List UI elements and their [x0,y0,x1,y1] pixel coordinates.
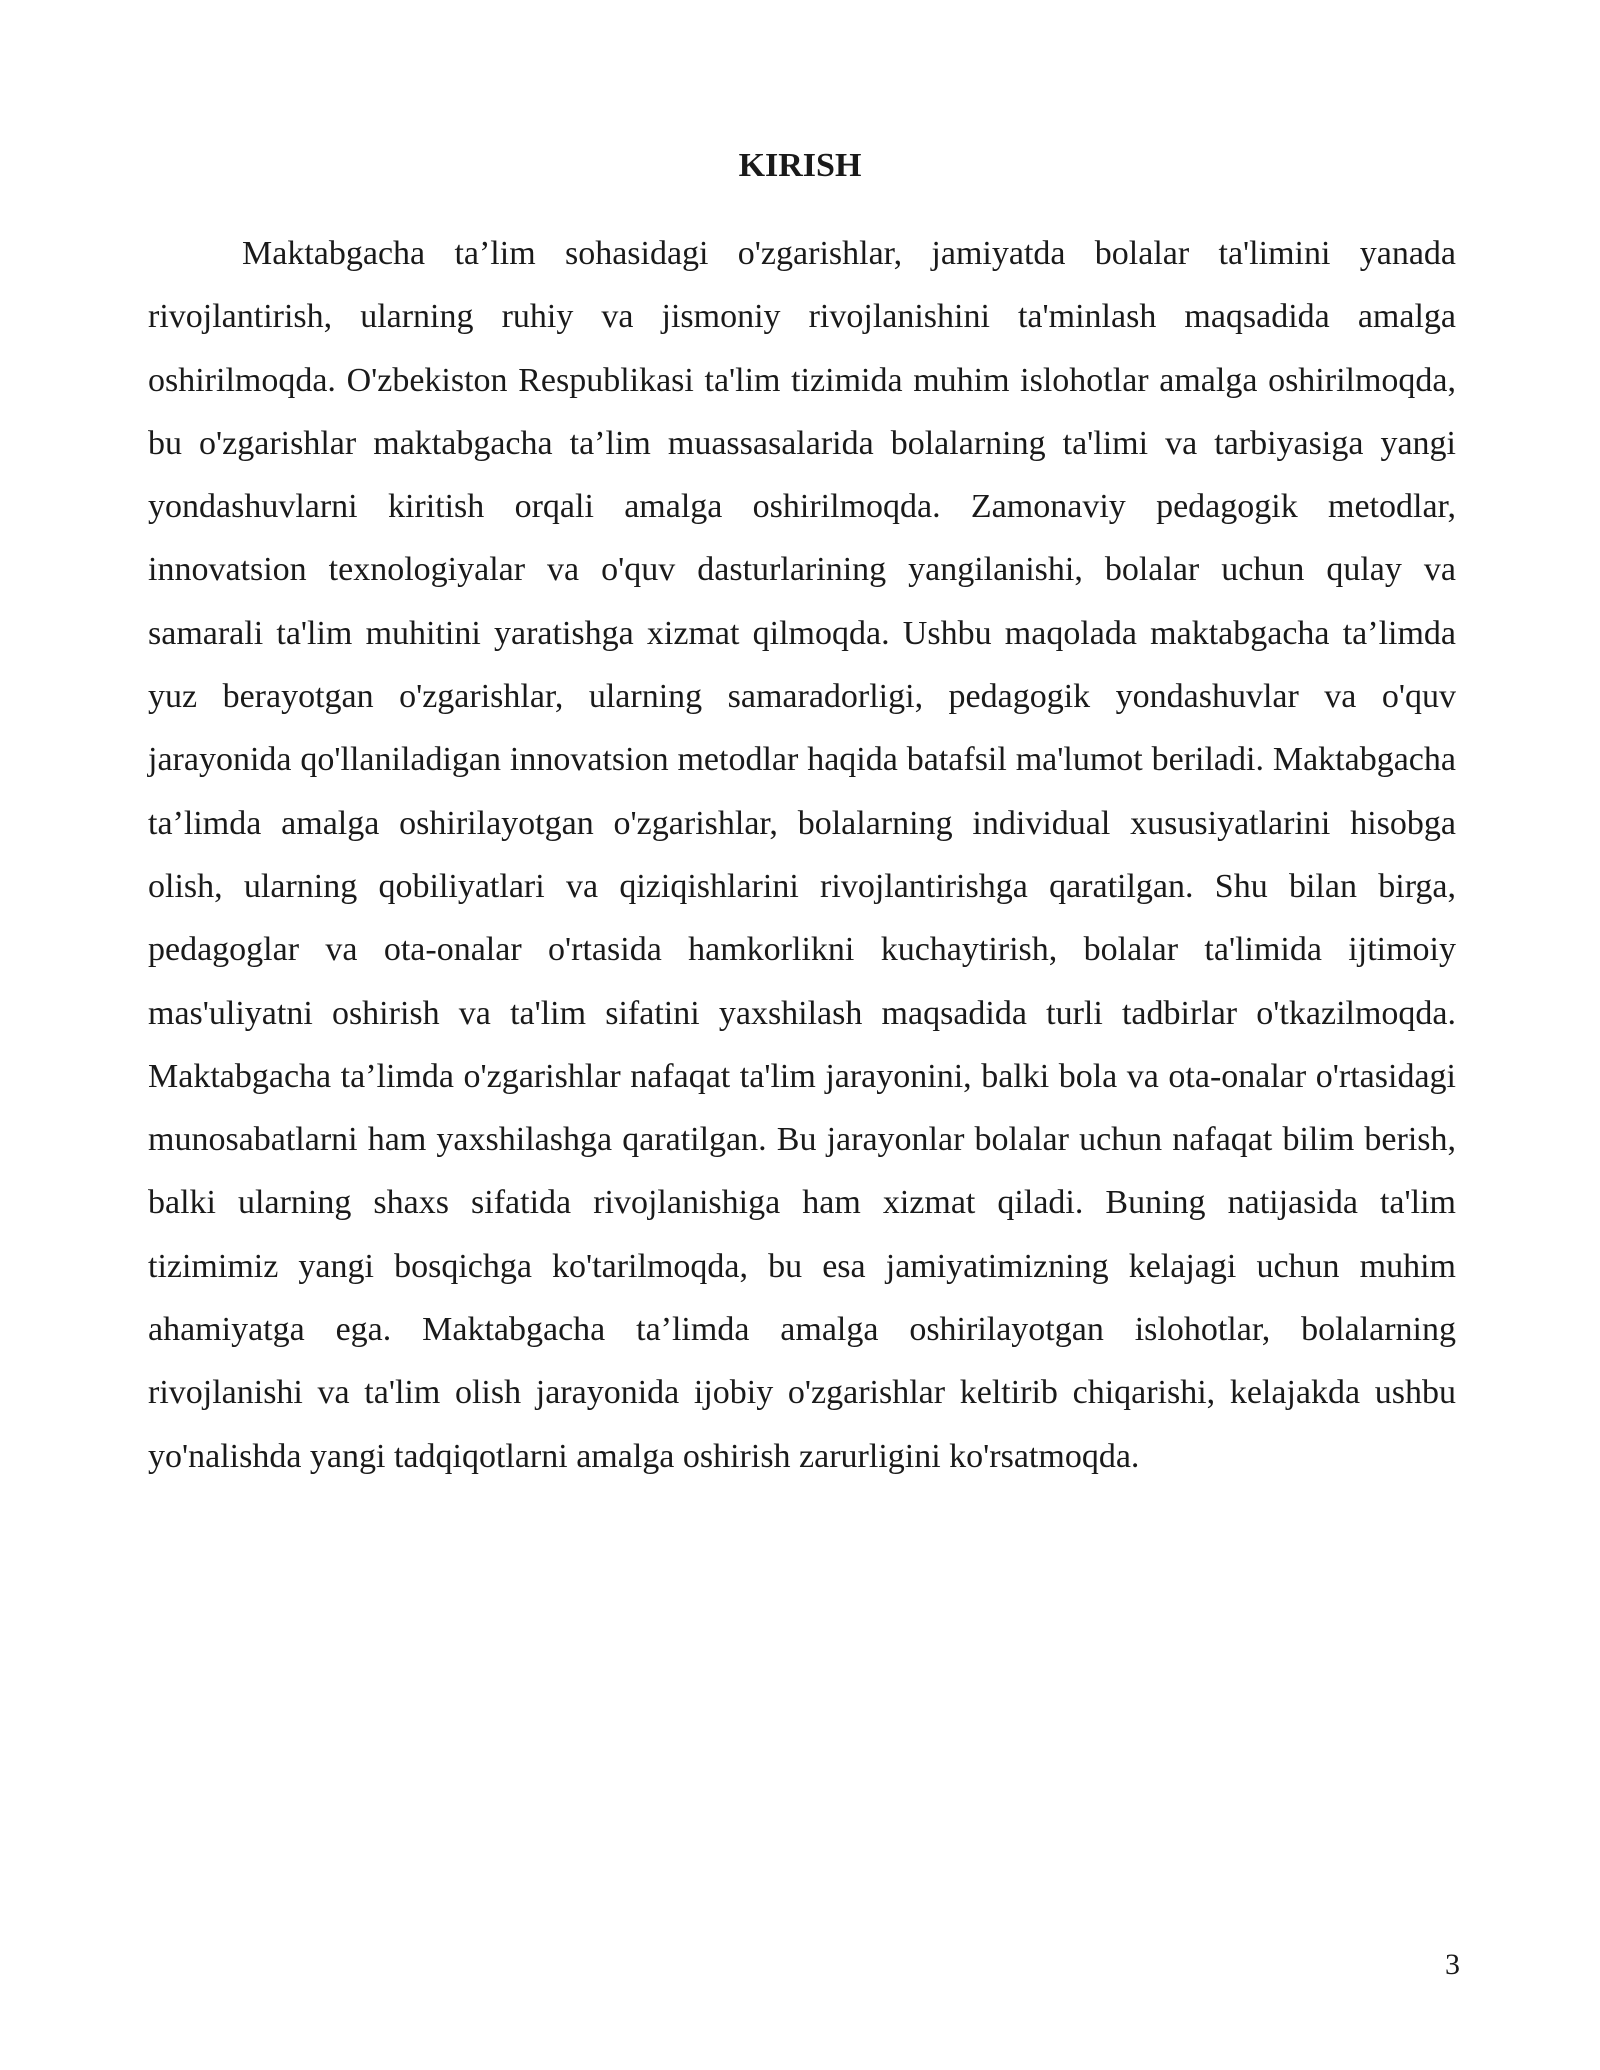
body-paragraph: Maktabgacha ta’lim sohasidagi o'zgarishlar, jamiyatda bolalar ta'limini yanada rivojlantirish, ularning ruhiy va jismoniy rivojlanishini ta'minlash maqsadida amalga oshirilmoqda. O'zbekiston Respublikasi ta'lim tizimida muhim islohotlar amalga oshirilmoqda, bu o'zgarishlar maktabgacha ta’lim muassasalarida bolalarning ta'limi va tarbiyasiga yangi yondashuvlarni kiritish orqali amalga oshirilmoqda. Zamonaviy pedagogik metodlar, innovatsion texnologiyalar va o'quv dasturlarining yangilanishi, bolalar uchun qulay va samarali ta'lim muhitini yaratishga xizmat qilmoqda. Ushbu maqolada maktabgacha ta’limda yuz berayotgan o'zgarishlar, ularning samaradorligi, pedagogik yondashuvlar va o'quv jarayonida qo'llaniladigan innovatsion metodlar haqida batafsil ma'lumot beriladi. Maktabgacha ta’limda amalga oshirilayotgan o'zgarishlar, bolalarning individual xususiyatlarini hisobga olish, ularning qobiliyatlari va qiziqishlarini rivojlantirishga qaratilgan. Shu bilan birga, pedagoglar va ota-onalar o'rtasida hamkorlikni kuchaytirish, bolalar ta'limida ijtimoiy mas'uliyatni oshirish va ta'lim sifatini yaxshilash maqsadida turli tadbirlar o'tkazilmoqda. Maktabgacha ta’limda o'zgarishlar nafaqat ta'lim jarayonini, balki bola va ota-onalar o'rtasidagi munosabatlarni ham yaxshilashga qaratilgan. Bu jarayonlar bolalar uchun nafaqat bilim berish, balki ularning shaxs sifatida rivojlanishiga ham xizmat qiladi. Buning natijasida ta'lim tizimimiz yangi bosqichga ko'tarilmoqda, bu esa jamiyatimizning kelajagi uchun muhim ahamiyatga ega. Maktabgacha ta’limda amalga oshirilayotgan islohotlar, bolalarning rivojlanishi va ta'lim olish jarayonida ijobiy o'zgarishlar keltirib chiqarishi, kelajakda ushbu yo'nalishda yangi tadqiqotlarni amalga oshirish zarurligini ko'rsatmoqda. [148,235,1456,1475]
page-number: 3 [1445,1948,1460,1981]
section-heading: KIRISH [738,147,862,184]
